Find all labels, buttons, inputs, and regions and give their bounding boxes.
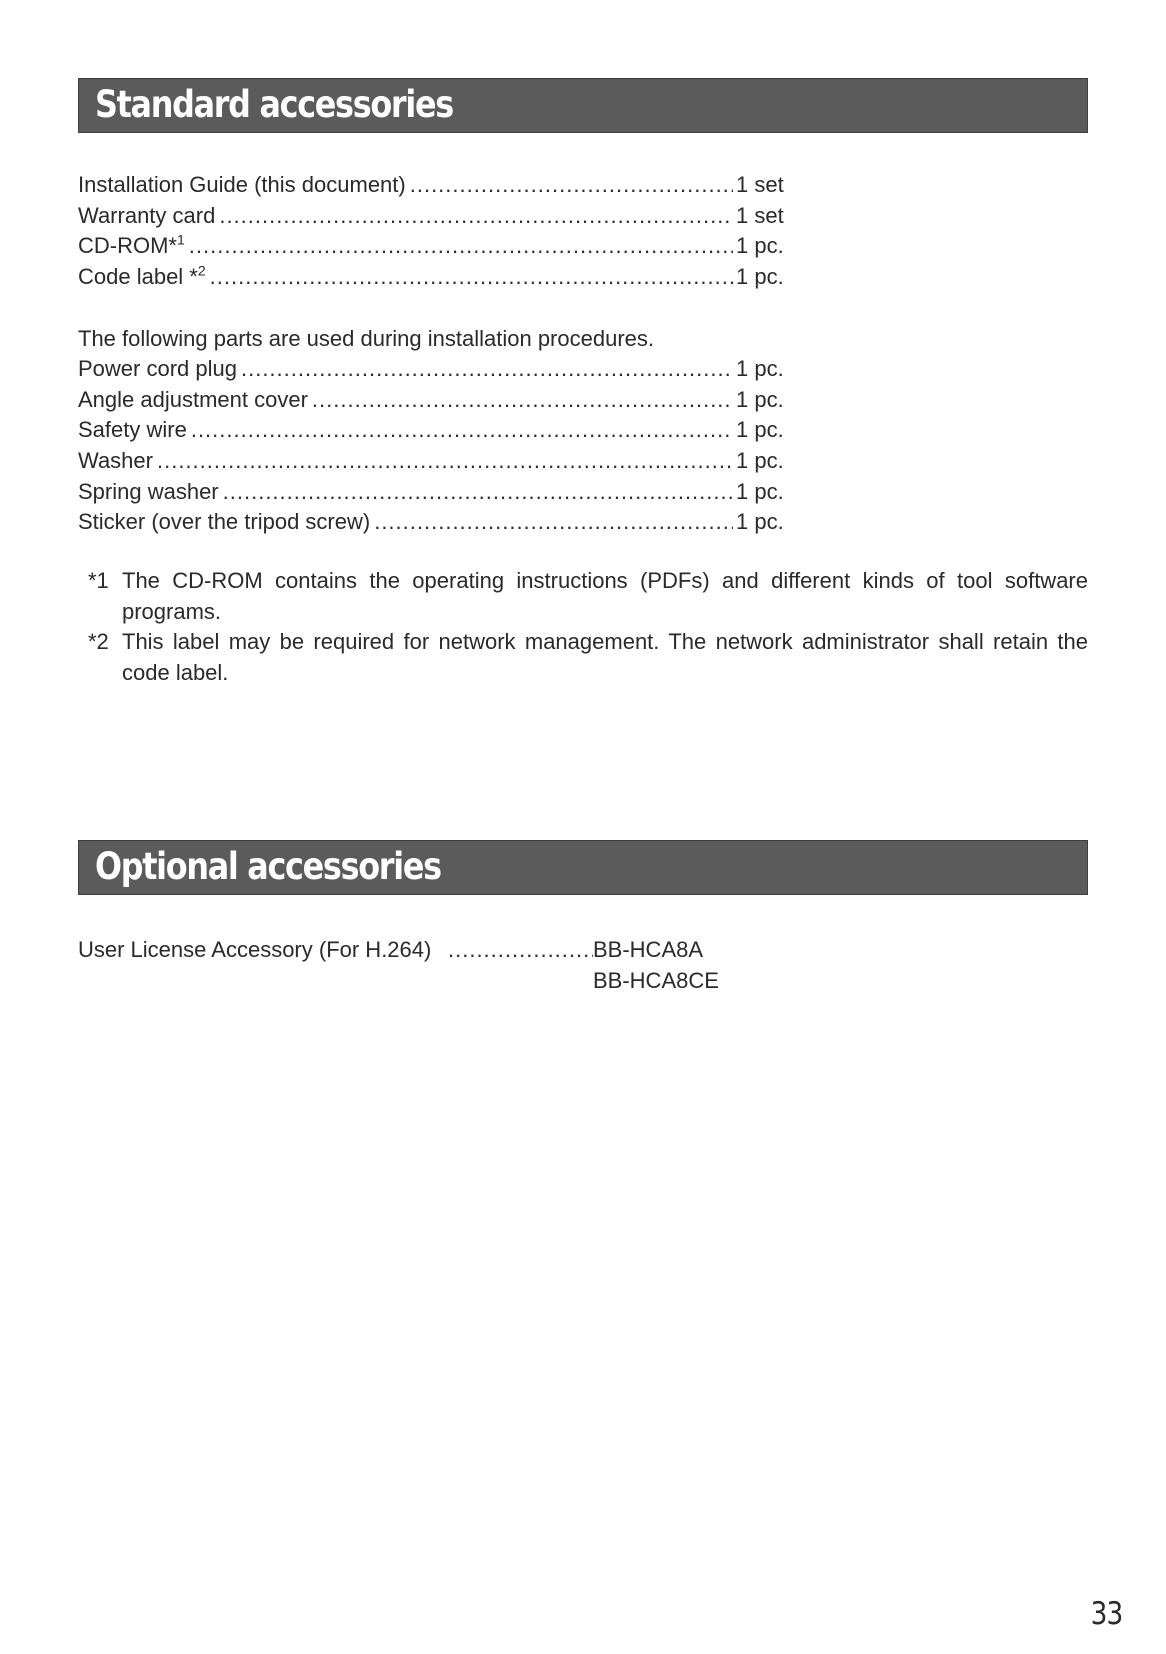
leader-dots [410,170,733,200]
list-item [78,415,788,446]
list-item [78,231,788,262]
list-item [78,201,788,232]
item-label: Code label *$^2$ [78,262,206,290]
item-label: User License Accessory (For H.264) [78,937,432,962]
list-item [78,935,778,966]
leader-dots [312,385,733,415]
item-label: Warranty card [78,202,216,228]
item-label: Spring washer [78,478,219,504]
installation-parts-list [78,354,788,538]
page-number: 33 [1090,1596,1122,1632]
item-label: CD-ROM*$^1$ [78,232,185,259]
leader-dots [219,201,733,231]
item-quantity: 1 set [736,202,784,228]
item-label: Safety wire [78,417,187,443]
footnote-mark: *1 [88,568,109,593]
model-code: BB-HCA8A [593,937,704,962]
footnote [78,566,1088,627]
item-quantity: 1 pc. [736,448,784,474]
list-item [78,966,778,997]
model-code: BB-HCA8CE [593,967,719,993]
footnote-mark: *2 [88,629,109,655]
item-label: Washer [78,448,153,474]
leader-dots [374,507,733,537]
item-label: Sticker (over the tripod screw) [78,509,371,535]
leader-dots [191,415,733,445]
item-quantity: 1 set [736,172,784,197]
item-quantity: 1 pc. [736,264,784,290]
item-quantity: 1 pc. [736,509,784,535]
list-item [78,354,788,385]
standard-items-list [78,170,788,293]
footnote-ref: 1 [177,232,185,249]
list-item [78,446,788,477]
optional-items-list [78,935,778,996]
footnote-ref: 2 [197,262,206,279]
list-item [78,507,788,538]
item-label: Angle adjustment cover [78,386,308,412]
list-item [78,170,788,201]
optional-accessories-header [78,840,1088,895]
footnote [78,627,1088,688]
item-quantity: 1 pc. [736,356,784,381]
footnotes [78,566,1088,689]
standard-accessories-header [78,78,1088,133]
leader-dots [189,231,733,261]
footnote-text: This label may be required for network management. The network administrator shall retain the code label. [122,629,1088,686]
item-quantity: 1 pc. [736,233,784,259]
item-quantity: 1 pc. [736,478,784,504]
optional-accessories-title: Optional accessories [95,845,441,888]
standard-accessories-title: Standard accessories [95,83,453,126]
item-label: Power cord plug [78,356,237,381]
leader-dots [210,262,733,292]
leader-dots [448,935,593,966]
list-item [78,477,788,508]
list-item [78,262,788,293]
item-quantity: 1 pc. [736,417,784,443]
leader-dots [223,477,733,507]
installation-parts-intro: The following parts are used during installation procedures. [78,326,654,351]
item-label: Installation Guide (this document) [78,172,406,197]
leader-dots [241,354,733,384]
leader-dots [157,446,733,476]
list-item [78,385,788,416]
item-quantity: 1 pc. [736,386,784,412]
footnote-text: The CD-ROM contains the operating instructions (PDFs) and different kinds of tool software programs. [122,568,1088,624]
